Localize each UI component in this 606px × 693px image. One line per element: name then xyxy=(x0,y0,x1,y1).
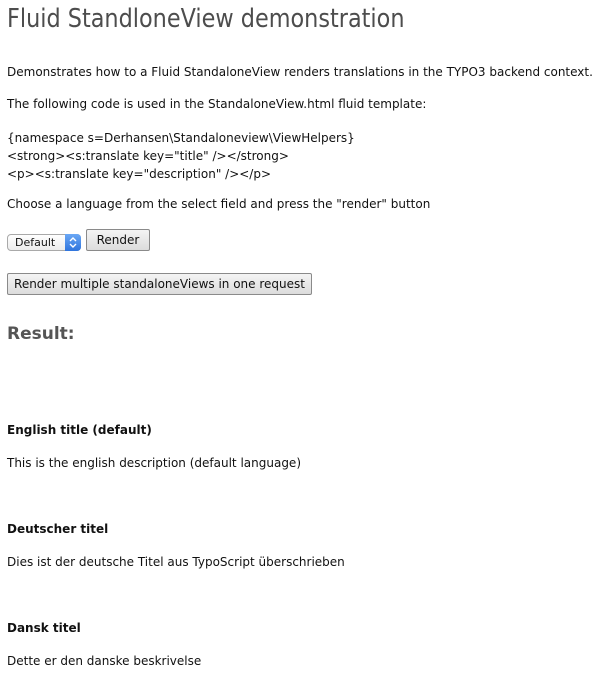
result-description-german: Dies ist der deutsche Titel aus TypoScript überschrieben xyxy=(7,555,345,569)
select-arrows-icon xyxy=(65,234,81,251)
result-title-english: English title (default) xyxy=(7,423,152,437)
instruction-text: Choose a language from the select field and press the "render" button xyxy=(7,197,431,211)
code-line-strong: <strong><s:translate key="title" /></strong> xyxy=(7,149,289,163)
page-title: Fluid StandloneView demonstration xyxy=(7,4,405,34)
result-description-english: This is the english description (default language) xyxy=(7,456,301,470)
language-select-value: Default xyxy=(15,236,56,249)
render-button[interactable]: Render xyxy=(86,229,150,251)
result-title-german: Deutscher titel xyxy=(7,522,109,536)
code-line-paragraph: <p><s:translate key="description" /></p> xyxy=(7,167,272,181)
result-title-danish: Dansk titel xyxy=(7,621,81,635)
intro-description: Demonstrates how to a Fluid StandaloneView renders translations in the TYPO3 backend context. xyxy=(7,65,593,79)
language-select[interactable] xyxy=(7,234,81,251)
code-intro-text: The following code is used in the StandaloneView.html fluid template: xyxy=(7,97,427,111)
result-description-danish: Dette er den danske beskrivelse xyxy=(7,654,202,668)
render-multiple-button[interactable]: Render multiple standaloneViews in one request xyxy=(7,273,312,295)
code-line-namespace: {namespace s=Derhansen\Standaloneview\ViewHelpers} xyxy=(7,131,355,145)
result-heading: Result: xyxy=(7,324,75,344)
